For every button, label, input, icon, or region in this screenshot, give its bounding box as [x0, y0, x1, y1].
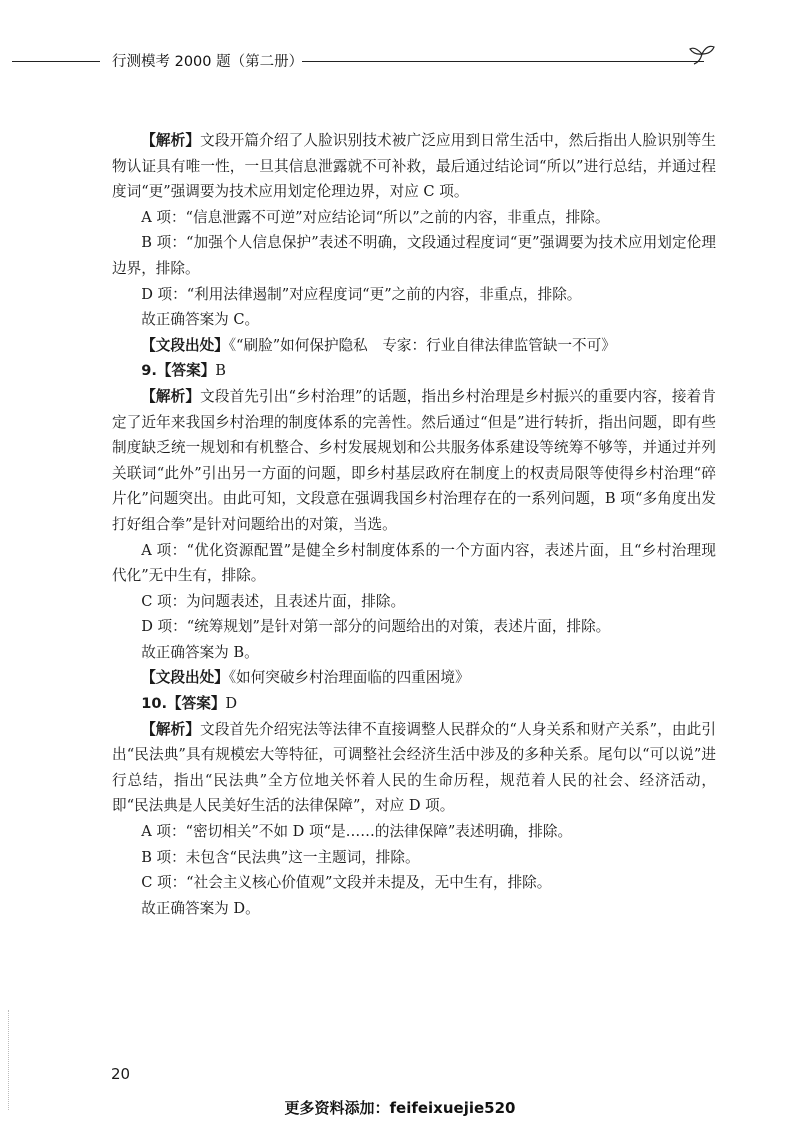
- paragraph-tag: 【解析】: [141, 132, 201, 149]
- explanation-paragraph: [112, 589, 716, 615]
- paragraph-text: 故正确答案为 D。: [141, 899, 260, 917]
- paragraph-tag: 【文段出处】: [141, 336, 229, 354]
- answer-line: [112, 358, 716, 384]
- paragraph-text: A 项：“信息泄露不可逆”对应结论词“所以”之前的内容，非重点，排除。: [141, 208, 610, 226]
- explanation-paragraph: [112, 845, 716, 871]
- paragraph-text: B 项：“加强个人信息保护”表述不明确，文段通过程度词“更”强调要为技术应用划定伦理边界，排除。: [112, 234, 716, 277]
- paragraph-text: C 项：“社会主义核心价值观”文段并未提及，无中生有，排除。: [141, 874, 552, 892]
- explanation-paragraph: [112, 717, 716, 819]
- page-number: 20: [111, 1065, 131, 1083]
- header-title: 行测模考 2000 题（第二册）: [112, 54, 304, 70]
- explanation-paragraph: [112, 640, 716, 666]
- paragraph-text: 故正确答案为 C。: [141, 311, 260, 329]
- explanation-paragraph: [112, 870, 716, 896]
- paragraph-text: A 项：“优化资源配置”是健全乡村制度体系的一个方面内容，表述片面，且“乡村治理现代化”无中生有，排除。: [112, 541, 716, 585]
- paragraph-text: 《如何突破乡村治理面临的四重困境》: [228, 669, 470, 687]
- paragraph-text: 故正确答案为 B。: [141, 643, 259, 661]
- paragraph-tag: 【解析】: [141, 387, 201, 405]
- paragraph-text: 文段开篇介绍了人脸识别技术被广泛应用到日常生活中，然后指出人脸识别等生物认证具有唯一性，一旦其信息泄露就不可补救，最后通过结论词“所以”进行总结，并通过程度词“更”强调要为技术应用划定伦理边界，对应 C 项。: [112, 132, 716, 201]
- source-line: [112, 333, 716, 359]
- paragraph-text: D 项：“统筹规划”是针对第一部分的问题给出的对策，表述片面，排除。: [141, 618, 611, 636]
- explanation-paragraph: [112, 819, 716, 845]
- header-rule-left: [12, 61, 100, 62]
- explanation-paragraph: [112, 128, 716, 205]
- paragraph-text: B: [215, 362, 226, 380]
- explanation-paragraph: [112, 896, 716, 922]
- paragraph-text: B 项：未包含“民法典”这一主题词，排除。: [141, 848, 420, 866]
- paragraph-tag: 10.【答案】: [141, 695, 226, 713]
- paragraph-text: A 项：“密切相关”不如 D 项“是……的法律保障”表述明确，排除。: [141, 823, 573, 841]
- explanation-paragraph: [112, 282, 716, 308]
- source-line: [112, 665, 716, 691]
- explanation-paragraph: [112, 205, 716, 231]
- explanation-paragraph: [112, 230, 716, 281]
- explanation-paragraph: [112, 384, 716, 538]
- paragraph-text: D: [225, 695, 238, 713]
- paragraph-tag: 9.【答案】: [141, 362, 216, 380]
- paragraph-tag: 【解析】: [141, 720, 201, 738]
- paragraph-text: D 项：“利用法律遏制”对应程度词“更”之前的内容，非重点，排除。: [141, 285, 582, 303]
- header-rule-right: [302, 61, 704, 62]
- explanation-paragraph: [112, 538, 716, 589]
- answer-explanations: [112, 128, 716, 921]
- answer-line: [112, 691, 716, 717]
- explanation-paragraph: [112, 614, 716, 640]
- paragraph-tag: 【文段出处】: [141, 669, 229, 687]
- running-header: [12, 44, 712, 74]
- paragraph-text: C 项：为问题表述，且表述片面，排除。: [141, 592, 406, 610]
- margin-dots: [8, 1010, 11, 1110]
- explanation-paragraph: [112, 307, 716, 333]
- sprout-icon: [688, 42, 716, 66]
- paragraph-text: 文段首先介绍宪法等法律不直接调整人民群众的“人身关系和财产关系”，由此引出“民法典”具有规模宏大等特征，可调整社会经济生活中涉及的多种关系。尾句以“可以说”进行总结，指出“民法典”全方位地关怀着人民的生命历程，规范着人民的社会、经济活动，即“民法典是人民美好生活的法律保障”，对应 D 项。: [112, 720, 716, 815]
- paragraph-text: 文段首先引出“乡村治理”的话题，指出乡村治理是乡村振兴的重要内容，接着肯定了近年来我国乡村治理的制度体系的完善性。然后通过“但是”进行转折，指出问题，即有些制度缺乏统一规划和有机整合、乡村发展规划和公共服务体系建设等统筹不够等，并通过并列关联词“此外”引出另一方面的问题，即乡村基层政府在制度上的权责局限等使得乡村治理“碎片化”问题突出。由此可知，文段意在强调我国乡村治理存在的一系列问题，B 项“多角度出发打好组合拳”是针对问题给出的对策，当选。: [112, 387, 716, 533]
- footer-note: 更多资料添加：feifeixuejie520: [284, 1099, 516, 1117]
- paragraph-text: 《“刷脸”如何保护隐私 专家：行业自律法律监管缺一不可》: [228, 336, 616, 354]
